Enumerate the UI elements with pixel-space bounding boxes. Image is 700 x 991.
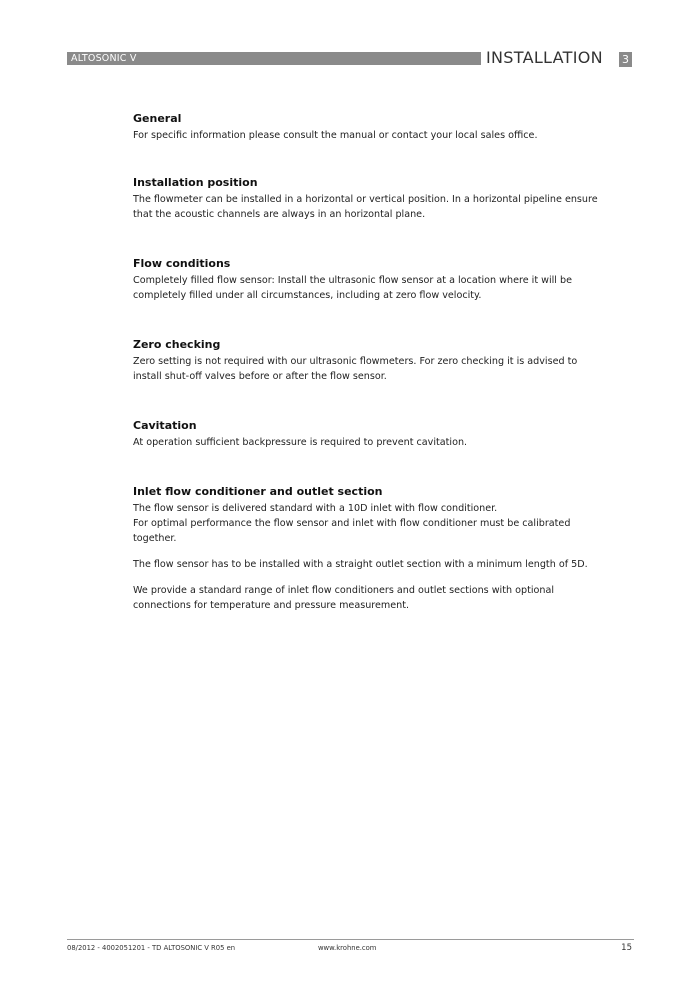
paragraph: The flow sensor has to be installed with a straight outlet section with a minimum length of 5D.: [133, 559, 588, 570]
section-cavitation: [133, 418, 623, 450]
section-general: [133, 111, 623, 143]
section-title: Installation position: [133, 176, 258, 189]
section-zero-checking: [133, 337, 623, 384]
section-title: Cavitation: [133, 419, 197, 432]
document-body: [133, 111, 623, 613]
header-bar: [67, 52, 481, 65]
paragraph: For specific information please consult the manual or contact your local sales office.: [133, 130, 538, 141]
website-link[interactable]: www.krohne.com: [318, 944, 377, 952]
section-heading: INSTALLATION: [486, 48, 603, 67]
section-title: Inlet flow conditioner and outlet section: [133, 485, 383, 498]
section-title: General: [133, 112, 182, 125]
section-installation-position: [133, 175, 623, 222]
paragraph: The flowmeter can be installed in a horizontal or vertical position. In a horizontal pipeline ensure that the acoustic channels are always in an horizontal plane.: [133, 194, 598, 220]
chapter-number-badge: 3: [619, 52, 632, 67]
page-number: 15: [621, 943, 632, 953]
page-footer: [67, 939, 634, 956]
section-title: Flow conditions: [133, 257, 231, 270]
paragraph: At operation sufficient backpressure is required to prevent cavitation.: [133, 437, 468, 448]
section-inlet-flow-conditioner: [133, 484, 623, 613]
section-title: Zero checking: [133, 338, 221, 351]
paragraph: The flow sensor is delivered standard with a 10D inlet with flow conditioner. For optimal performance the flow sensor and inlet with flow conditioner must be calibrated together.: [133, 503, 571, 544]
section-flow-conditions: [133, 256, 623, 303]
document-info: 08/2012 - 4002051201 - TD ALTOSONIC V R05 en: [67, 944, 236, 952]
paragraph: Completely filled flow sensor: Install the ultrasonic flow sensor at a location where it will be completely filled under all circumstances, including at zero flow velocity.: [133, 275, 573, 301]
paragraph: Zero setting is not required with our ultrasonic flowmeters. For zero checking it is advised to install shut-off valves before or after the flow sensor.: [133, 356, 578, 382]
page-header: [67, 48, 634, 68]
product-name: ALTOSONIC V: [71, 53, 137, 64]
paragraph: We provide a standard range of inlet flow conditioners and outlet sections with optional connections for temperature and pressure measurement.: [133, 585, 554, 611]
